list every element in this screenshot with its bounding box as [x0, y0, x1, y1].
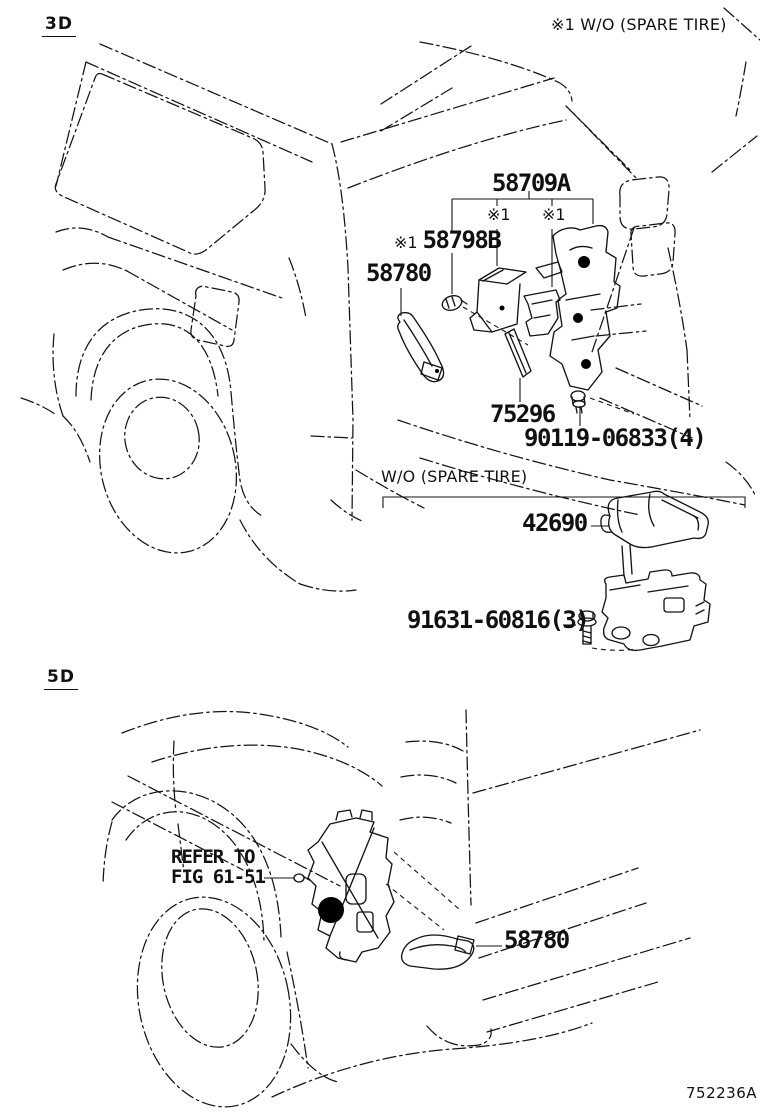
figure-number: 752236A: [686, 1084, 758, 1102]
part-58780-handle-bottom: [402, 935, 474, 969]
vehicle-5d-outline: [103, 710, 700, 1112]
part-5d-bracket: [308, 810, 394, 962]
ref-mark-58798b: ※1: [394, 233, 418, 252]
part-label-58780-bottom: 58780: [504, 926, 569, 954]
tire: [82, 364, 255, 567]
part-58780-strap-top: [398, 313, 444, 382]
side-window: [55, 74, 265, 255]
part-42690-bracket: [602, 545, 710, 650]
part-label-75296: 75296: [490, 400, 555, 428]
ref-mark-right: ※1: [542, 205, 566, 224]
wheel-hub: [116, 389, 208, 486]
wheel-hub-5d: [149, 900, 270, 1056]
part-label-91631: 91631-60816(3): [407, 606, 589, 634]
part-label-58780-top: 58780: [366, 259, 431, 287]
note-wo-spare-tire-top: ※1 W/O (SPARE TIRE): [551, 15, 727, 34]
fuel-door: [191, 286, 239, 346]
vehicle-3d-outline: [21, 44, 362, 591]
part-42690-cover: [601, 491, 708, 547]
part-75296-strip: [505, 329, 531, 377]
refer-note-line1: REFER TO: [171, 846, 255, 868]
refer-note-line2: FIG 61-51: [171, 866, 265, 888]
ref-mark-left: ※1: [487, 205, 511, 224]
wo-spare-bracket: [383, 497, 745, 508]
part-label-58709a: 58709A: [492, 169, 570, 197]
tire-5d: [119, 883, 310, 1112]
part-label-58798b-row: [394, 228, 500, 252]
taillamp: [620, 177, 669, 229]
refer-grommet: [294, 874, 309, 882]
view-code-5d: 5D: [44, 669, 78, 690]
part-label-90119: 90119-06833(4): [524, 424, 706, 452]
part-label-58798b: 58798B: [422, 226, 501, 254]
bolt-90119: [571, 391, 585, 413]
part-small-bracket: [524, 262, 562, 336]
part-label-42690: 42690: [522, 509, 587, 537]
part-58798b-clip: [440, 293, 467, 312]
part-58798b-bracket: [470, 268, 526, 332]
wheel-arch: [76, 309, 231, 396]
section-header-wo-spare: W/O (SPARE TIRE): [381, 467, 528, 486]
view-code-3d: 3D: [42, 16, 76, 37]
